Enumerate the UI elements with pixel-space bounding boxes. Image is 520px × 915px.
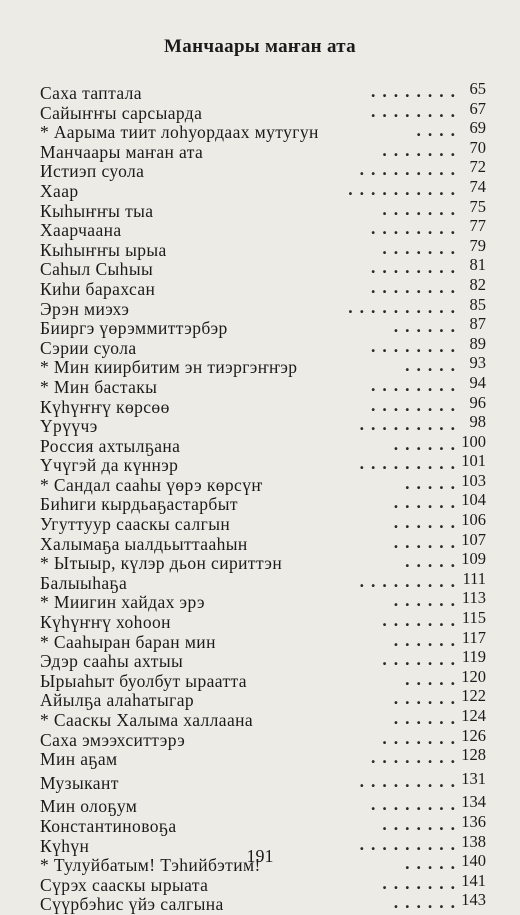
toc-entry-page: 96 (469, 392, 486, 412)
dot-leader: ........ (371, 276, 462, 297)
toc-entry-page: 67 (469, 98, 486, 118)
toc-entry-page: 128 (461, 745, 486, 765)
dot-leader: ......... (359, 770, 462, 791)
toc-entry-title: Эдэр сааһы ахтыы (40, 651, 184, 672)
toc-entry-title: Сүрэх сааскы ырыата (40, 874, 209, 895)
toc-entry-title: Үчүгэй да күннэр (40, 455, 179, 476)
dot-leader: ........ (371, 374, 462, 395)
toc-entry-title: * Сааһыран баран мин (40, 631, 216, 652)
dot-leader: .......... (348, 178, 462, 199)
toc-entry-title: Угуттуур сааскы салгын (40, 514, 231, 535)
dot-leader: ........ (371, 257, 462, 278)
dot-leader: ........ (371, 747, 462, 768)
toc-entry-page: 72 (469, 157, 486, 177)
toc-entry-title: * Мин бастакы (40, 376, 158, 397)
toc-entry-title: Кыһыҥҥы тыа (40, 200, 154, 221)
toc-entry-page: 69 (469, 118, 486, 138)
toc-entry-page: 107 (461, 529, 486, 549)
dot-leader: ....... (382, 237, 462, 258)
toc-entry-title: Мин олоҕум (40, 796, 138, 817)
dot-leader: .......... (348, 296, 462, 317)
toc-entry-title: * Сааскы Халыма халлаана (40, 710, 254, 730)
dot-leader: ....... (382, 139, 462, 160)
dot-leader: .... (416, 120, 462, 141)
toc-entry-title: Халымаҕа ыалдьыттааһын (40, 533, 248, 554)
toc-entry-title: Үрүүчэ (40, 416, 98, 437)
toc-entry-title: Хаар (40, 180, 79, 201)
dot-leader: ...... (393, 892, 462, 913)
toc-entry-page: 136 (461, 811, 486, 831)
toc-entry-title: Истиэп суола (40, 161, 145, 182)
dot-leader: ......... (359, 833, 462, 854)
toc-entry-title: Манчаары маҥан ата (40, 141, 204, 162)
dot-leader: ...... (393, 316, 462, 337)
toc-entry-page: 94 (469, 372, 486, 392)
dot-leader: ..... (405, 472, 462, 493)
toc-entry-title: Хаарчаана (40, 220, 122, 241)
dot-leader: ....... (382, 649, 462, 670)
dot-leader: ....... (382, 813, 462, 834)
dot-leader: ..... (405, 355, 462, 376)
toc-entry-title: Кыһыҥҥы ырыа (40, 239, 167, 260)
toc-entry-title: * Миигин хайдах эрэ (40, 592, 205, 613)
toc-entry-title: * Мин киирбитим эн тиэргэҥҥэр (40, 357, 298, 378)
dot-leader: ........ (371, 794, 462, 815)
dot-leader: ...... (393, 492, 462, 513)
dot-leader: ...... (393, 708, 462, 728)
toc-entry-page: 143 (461, 890, 486, 910)
toc-entry-page: 77 (469, 216, 486, 236)
dot-leader: ......... (359, 570, 462, 591)
toc-entry-page: 103 (461, 470, 486, 490)
toc-entry-page: 113 (461, 588, 486, 608)
toc-entry-page: 140 (461, 851, 486, 871)
table-of-contents (40, 79, 486, 915)
toc-entry-title: Эрэн миэхэ (40, 298, 130, 319)
dot-leader: ...... (393, 590, 462, 611)
dot-leader: ......... (359, 159, 462, 180)
toc-entry-title: Россия ахтылҕана (40, 435, 181, 456)
toc-entry-page: 79 (469, 235, 486, 255)
dot-leader: ........ (371, 394, 462, 415)
dot-leader: ......... (359, 414, 462, 435)
dot-leader: ..... (405, 853, 462, 874)
toc-entry-page: 122 (461, 686, 486, 706)
dot-leader: ........ (371, 335, 462, 356)
toc-entry-page: 70 (469, 137, 486, 157)
dot-leader: ....... (382, 610, 462, 631)
toc-entry-page: 141 (461, 870, 486, 890)
toc-entry-page: 119 (461, 647, 486, 667)
dot-leader: ...... (393, 688, 462, 709)
page-title: Манчаары маҥан ата (164, 36, 356, 57)
toc-entry (40, 890, 486, 915)
toc-entry-page: 131 (461, 768, 486, 788)
toc-entry-page: 74 (469, 176, 486, 196)
toc-entry-title: Күһүҥҥү көрсөө (40, 396, 170, 417)
dot-leader: ........ (371, 218, 462, 239)
toc-entry-title: Музыкант (40, 772, 119, 793)
toc-entry-title: Ырыаһыт буолбут ыраатта (40, 670, 247, 691)
dot-leader: ..... (405, 551, 462, 572)
toc-entry-title: Биһиги кырдьаҕастарбыт (40, 494, 238, 515)
toc-entry-page: 111 (462, 568, 486, 588)
dot-leader: ....... (382, 872, 462, 893)
toc-entry-page: 117 (461, 627, 486, 647)
dot-leader: ..... (405, 668, 462, 689)
toc-entry-page: 126 (461, 725, 486, 745)
dot-leader: ...... (393, 512, 462, 533)
page-number: 191 (246, 846, 274, 866)
toc-entry-title: * Тулуйбатым! Тэһийбэтим! (40, 855, 261, 876)
toc-entry-title: Киһи барахсан (40, 278, 156, 299)
toc-entry-title: Саха эмээхситтэрэ (40, 729, 186, 750)
dot-leader: ........ (371, 100, 462, 121)
dot-leader: ....... (382, 727, 462, 748)
toc-entry-page: 82 (469, 274, 486, 294)
toc-entry-title: Бииргэ үөрэммиттэрбэр (40, 318, 228, 339)
dot-leader: ...... (393, 433, 462, 454)
toc-entry-page: 85 (469, 294, 486, 314)
toc-entry-page: 89 (469, 333, 486, 353)
toc-entry-page: 65 (469, 79, 486, 98)
toc-entry-page: 87 (469, 314, 486, 334)
toc-entry-page: 106 (461, 510, 486, 530)
toc-entry-title: * Ытыыр, күлэр дьон сириттэн (40, 553, 283, 574)
toc-entry-title: Сэрии суола (40, 337, 137, 358)
toc-entry-page: 75 (469, 196, 486, 216)
toc-entry-page: 93 (469, 353, 486, 373)
toc-entry-page: 109 (461, 549, 486, 569)
dot-leader: ......... (359, 453, 462, 474)
toc-entry-title: Сүүрбэһис үйэ салгына (40, 894, 224, 915)
toc-entry-page: 138 (461, 831, 486, 851)
toc-entry-title: * Сандал сааһы үөрэ көрсүҥ (40, 474, 263, 495)
toc-entry-page: 115 (461, 608, 486, 628)
toc-entry-title: * Аарыма тиит лоһуордаах мутугун (40, 122, 319, 143)
toc-entry (40, 745, 486, 770)
toc-entry-page: 101 (461, 451, 486, 471)
dot-leader: ........ (371, 81, 462, 101)
toc-entry-title: Айылҕа алаһатыгар (40, 690, 195, 711)
toc-entry-title: Күһүҥҥү хоһоон (40, 612, 171, 633)
dot-leader: ...... (393, 629, 462, 650)
toc-entry (40, 768, 486, 794)
toc-entry-page: 100 (461, 431, 486, 451)
toc-entry-title: Константиновоҕа (40, 815, 177, 836)
toc-entry-title: Мин аҕам (40, 749, 118, 770)
toc-entry-title: Сайыҥҥы сарсыарда (40, 102, 203, 123)
toc-entry-page: 104 (461, 490, 486, 510)
toc-entry-page: 120 (461, 666, 486, 686)
toc-entry-title: Күһүн (40, 835, 90, 856)
toc-entry-title: Саһыл Сыһыы (40, 259, 154, 280)
toc-entry-title: Саха таптала (40, 83, 142, 103)
toc-entry-page: 98 (469, 412, 486, 432)
toc-entry-page: 81 (469, 255, 486, 275)
toc-entry-title: Балыыһаҕа (40, 572, 128, 593)
toc-entry-page: 124 (461, 706, 486, 725)
toc-entry-page: 134 (461, 792, 486, 812)
dot-leader: ....... (382, 198, 462, 219)
dot-leader: ...... (393, 531, 462, 552)
